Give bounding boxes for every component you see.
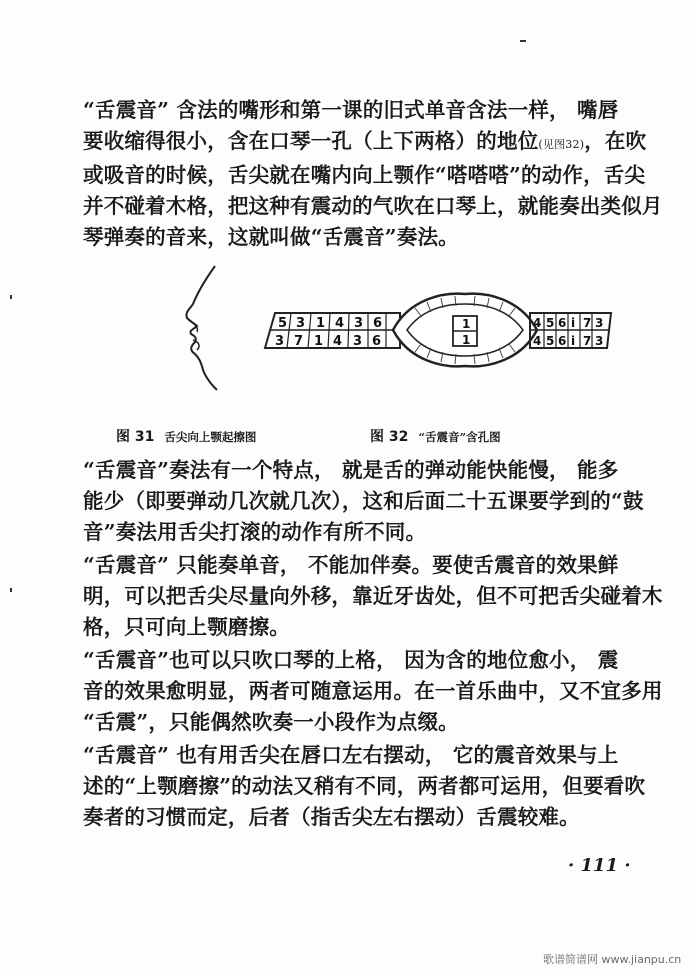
hole-number: 7	[583, 316, 592, 330]
site-watermark: 歌谱简谱网 www.jianpu.cn	[543, 953, 682, 966]
hole-number: 6	[373, 316, 383, 331]
figure-reference: (见图32)	[538, 138, 585, 151]
text-line: 并不碰着木格，把这种有震动的气吹在口琴上，就能奏出类似月	[83, 194, 663, 218]
page-mark	[10, 295, 12, 299]
hole-number: 5	[546, 334, 555, 348]
hole-number: 6	[558, 316, 567, 330]
text-line: “舌震音”也可以只吹口琴的上格， 因为含的地位愈小， 震	[83, 648, 619, 672]
page-mark	[10, 588, 12, 592]
text-line: 琴弹奏的音来，这就叫做“舌震音”奏法。	[83, 225, 459, 249]
hole-number: i	[571, 334, 576, 348]
harmonica-diagram	[265, 294, 611, 367]
text-line: “舌震音” 只能奏单音， 不能加伴奏。要使舌震音的效果鲜	[83, 553, 619, 577]
figure-title: 舌尖向上颚起擦图	[164, 430, 257, 444]
figure-number: 图 31	[116, 429, 155, 445]
text-line: 奏者的习惯而定，后者（指舌尖左右摆动）舌震较难。	[83, 805, 580, 829]
hole-number: 3	[595, 316, 604, 330]
paragraph-4	[83, 645, 663, 738]
text-line: 述的“上颚磨擦”的动法又稍有不同，两者都可运用，但要看吹	[83, 774, 646, 798]
text-line: 明，可以把舌尖尽量向外移，靠近牙齿处，但不可把舌尖碰着木	[83, 584, 663, 608]
text-line: “舌震音” 含法的嘴形和第一课的旧式单音含法一样， 嘴唇	[83, 98, 619, 122]
hole-number: 4	[335, 316, 345, 331]
hole-number: 1	[316, 316, 326, 331]
face-profile-drawing	[186, 266, 217, 390]
hole-number: i	[571, 316, 576, 330]
figure-31-caption	[116, 426, 256, 446]
hole-number: 4	[533, 316, 542, 330]
text-line: “舌震音” 也有用舌尖在唇口左右摆动， 它的震音效果与上	[83, 743, 619, 767]
hole-number: 3	[354, 316, 364, 331]
hole-number: 1	[314, 334, 324, 349]
text-line: 音”奏法用舌尖打滚的动作有所不同。	[83, 520, 427, 544]
text-line: 要收缩得很小，含在口琴一孔（上下两格）的地位(见图32)，在吹	[83, 129, 647, 153]
figure-title: “舌震音”含孔图	[418, 430, 501, 444]
hole-number: 4	[333, 334, 343, 349]
hole-number: 6	[558, 334, 567, 348]
page-mark	[520, 40, 526, 42]
hole-number: 7	[294, 334, 304, 349]
paragraph-5	[83, 740, 646, 833]
text-line: 音的效果愈明显，两者可随意运用。在一首乐曲中，又不宜多用	[83, 679, 663, 703]
text-line: 格，只可向上颚磨擦。	[83, 615, 290, 639]
figure-32-caption	[370, 426, 501, 446]
text-line: “舌震音”奏法有一个特点， 就是舌的弹动能快能慢， 能多	[83, 458, 619, 482]
text-line: 或吸音的时候，舌尖就在嘴内向上颚作“嗒嗒嗒”的动作，舌尖	[83, 163, 646, 187]
harmonica-illustration	[175, 258, 615, 398]
hole-number: 3	[353, 334, 363, 349]
paragraph-1	[83, 95, 663, 253]
hole-number: 3	[595, 334, 604, 348]
page-number: · 111 ·	[568, 855, 631, 876]
hole-number: 6	[372, 334, 382, 349]
hole-number-center: 1	[462, 317, 471, 331]
text-line: “舌震”，只能偶然吹奏一小段作为点缀。	[83, 710, 459, 734]
hole-number: 5	[546, 316, 555, 330]
hole-number: 3	[296, 316, 306, 331]
paragraph-3	[83, 550, 663, 643]
paragraph-2	[83, 455, 643, 548]
hole-number-center: 1	[462, 333, 471, 347]
hole-number: 7	[583, 334, 592, 348]
hole-number: 3	[275, 334, 285, 349]
figure-number: 图 32	[370, 429, 409, 445]
hole-number: 4	[533, 334, 542, 348]
text-line: 能少（即要弹动几次就几次），这和后面二十五课要学到的“鼓	[83, 489, 644, 513]
hole-number: 5	[278, 316, 288, 331]
